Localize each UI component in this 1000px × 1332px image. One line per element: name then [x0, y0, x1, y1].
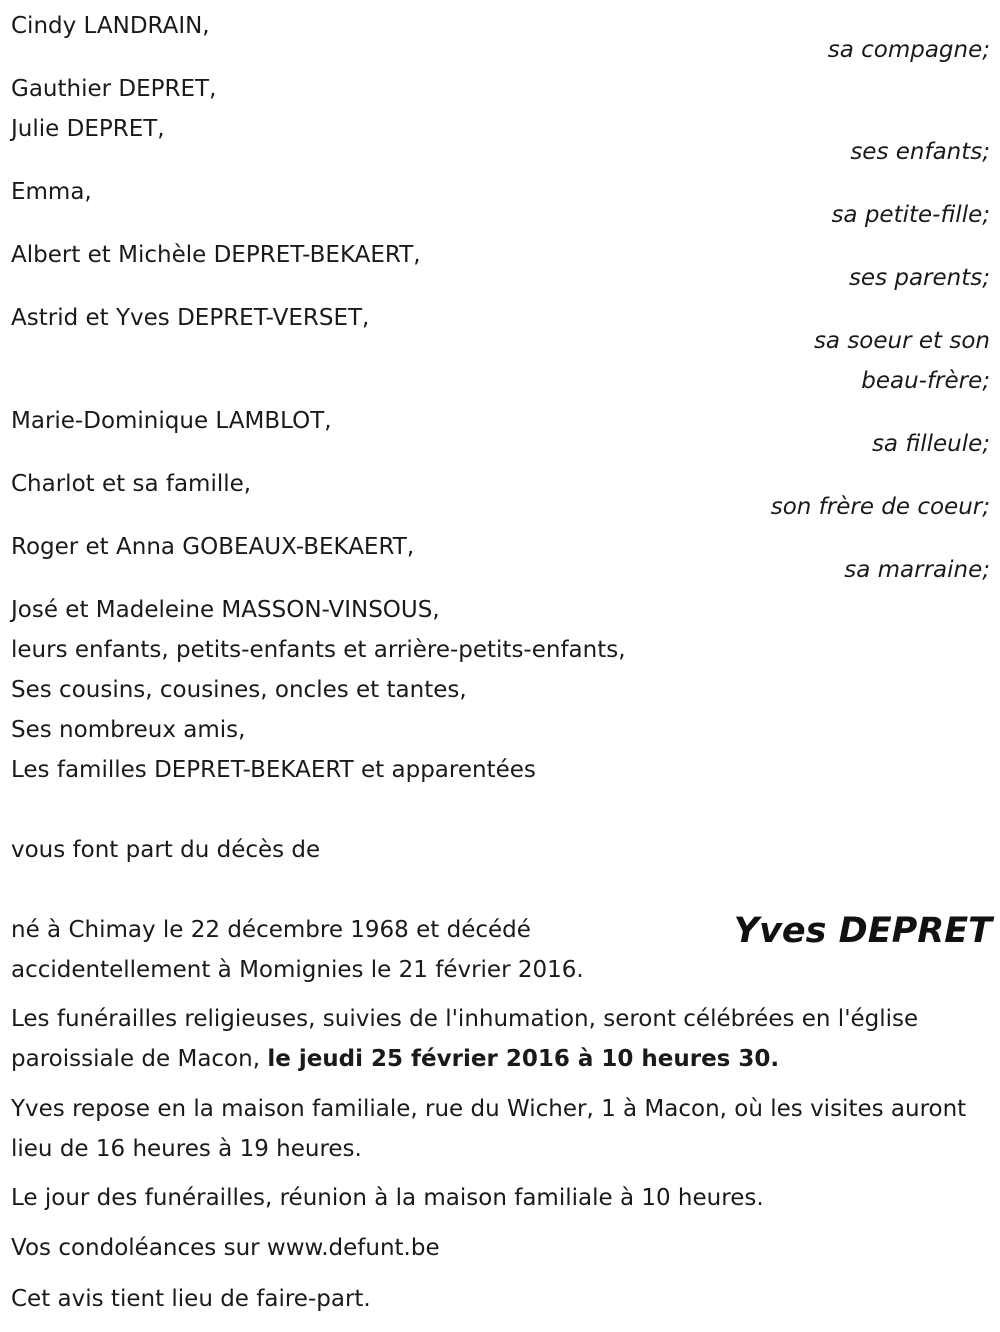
- funeral-date: le jeudi 25 février 2016 à 10 heures 30.: [267, 1046, 780, 1072]
- family-name: Emma,: [11, 179, 92, 205]
- birth-death-info: né à Chimay le 22 décembre 1968 et décédé: [11, 917, 531, 943]
- family-relation: sa soeur et son: [813, 328, 990, 354]
- family-relation: son frère de coeur;: [770, 494, 990, 520]
- family-name: Charlot et sa famille,: [11, 471, 252, 497]
- family-relation: beau-frère;: [861, 368, 990, 394]
- funeral-text: Les funérailles religieuses, suivies de l'inhumation, seront célébrées en l'église paroissiale de Macon,: [11, 1006, 919, 1072]
- family-relation: ses parents;: [848, 265, 990, 291]
- notice: Cet avis tient lieu de faire-part.: [11, 1286, 371, 1312]
- birth-death-info: accidentellement à Momignies le 21 février 2016.: [11, 957, 584, 983]
- gathering-info: Le jour des funérailles, réunion à la maison familiale à 10 heures.: [11, 1185, 764, 1211]
- family-name: Albert et Michèle DEPRET-BEKAERT,: [11, 242, 421, 268]
- others-line: José et Madeleine MASSON-VINSOUS,: [11, 597, 440, 623]
- others-line: leurs enfants, petits-enfants et arrière-petits-enfants,: [11, 637, 626, 663]
- others-line: Ses cousins, cousines, oncles et tantes,: [11, 677, 467, 703]
- family-relation: sa filleule;: [871, 431, 990, 457]
- family-relation: ses enfants;: [850, 139, 990, 165]
- deceased-name: Yves DEPRET: [733, 911, 992, 951]
- family-name: Roger et Anna GOBEAUX-BEKAERT,: [11, 534, 415, 560]
- others-line: Ses nombreux amis,: [11, 717, 246, 743]
- family-name: Julie DEPRET,: [11, 116, 165, 142]
- announcement: vous font part du décès de: [11, 837, 321, 863]
- visitation-info: Yves repose en la maison familiale, rue du Wicher, 1 à Macon, où les visites auront lieu de 16 heures à 19 heures.: [11, 1096, 967, 1162]
- family-name: Gauthier DEPRET,: [11, 76, 217, 102]
- funeral-info: [11, 999, 971, 1079]
- family-name: Marie-Dominique LAMBLOT,: [11, 408, 332, 434]
- family-relation: sa petite-fille;: [831, 202, 990, 228]
- family-name: Astrid et Yves DEPRET-VERSET,: [11, 305, 370, 331]
- condolences-info: Vos condoléances sur www.defunt.be: [11, 1235, 440, 1261]
- family-name: Cindy LANDRAIN,: [11, 13, 210, 39]
- others-line: Les familles DEPRET-BEKAERT et apparentées: [11, 757, 536, 783]
- family-relation: sa compagne;: [827, 37, 990, 63]
- family-relation: sa marraine;: [844, 557, 990, 583]
